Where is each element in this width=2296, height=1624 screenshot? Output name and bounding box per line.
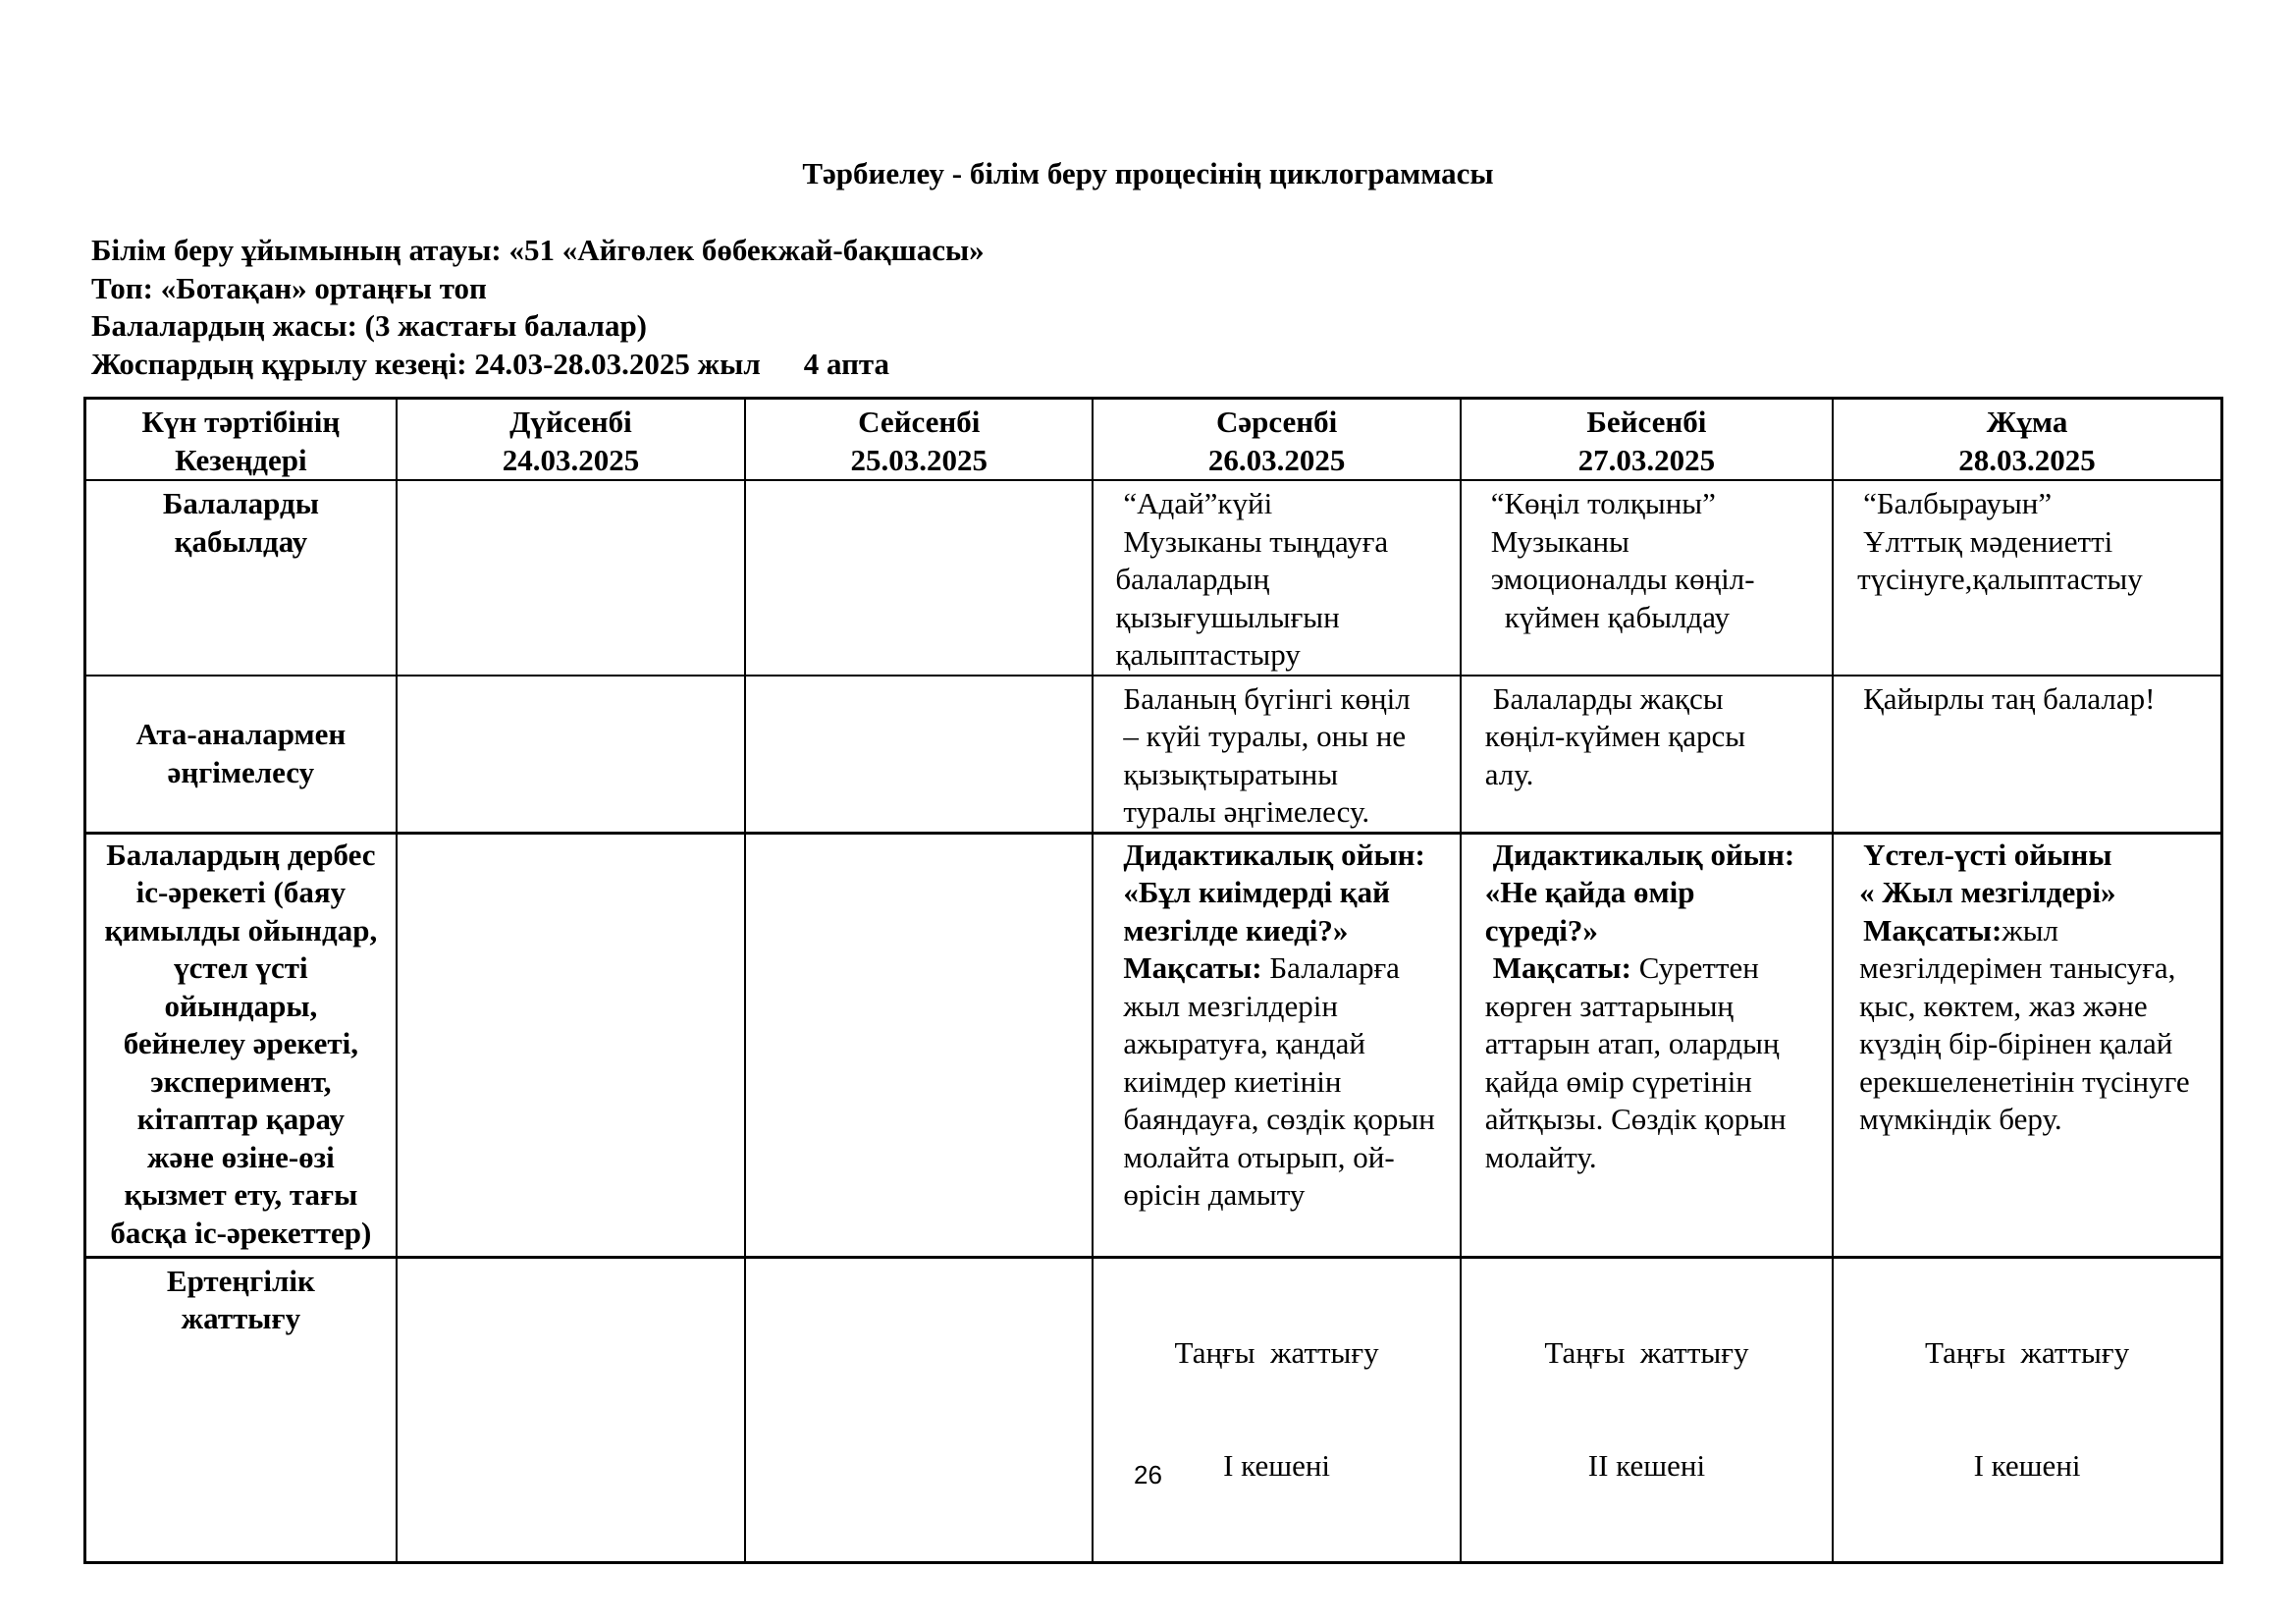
cell-line: “Көңіл толқыны” [1490,486,1716,520]
cell-line: көңіл-күймен қарсы [1484,719,1746,753]
cell-line: молайта отырып, ой- [1123,1139,1395,1174]
game-heading: мезгілде киеді?» [1123,912,1349,947]
cell-line: Таңғы жаттығу [1544,1334,1749,1370]
day-name: Сейсенбі [858,405,981,439]
cell-line: өрісін дамыту [1123,1177,1306,1212]
document-info [91,232,985,383]
cell-wednesday [1093,833,1460,1257]
cell-line: киімдер киетінін [1123,1063,1342,1099]
period-line: басқа іс-әрекеттер) [110,1215,372,1250]
period-line: үстел үсті [174,950,308,985]
cell-friday [1833,1257,2221,1562]
cell-line: “Балбырауын” [1863,486,2053,520]
cell-wednesday [1093,676,1460,834]
cell-friday [1833,833,2221,1257]
header-period [85,399,397,481]
cell-monday [397,480,745,676]
day-name: Бейсенбі [1586,405,1707,439]
period-line: қабылдау [174,523,308,559]
header-period-line: Кезеңдері [175,442,307,477]
cell-line: айтқызы. Сөздік қорын [1484,1102,1787,1136]
page-number: 26 [1134,1460,1162,1489]
cell-friday [1833,480,2221,676]
goal-line [1493,949,1832,988]
organization-line: Білім беру ұйымының атауы: «51 «Айгөлек бөбекжай-бақшасы» [91,233,985,267]
period-line: іс-әрекеті (баяу [135,875,347,909]
cell-line: – күйі туралы, оны не [1123,719,1407,753]
period-line: бейнелеу әрекеті, [123,1026,358,1060]
cell-monday [397,676,745,834]
period-line: қимылды ойындар, [104,912,378,947]
game-heading: «Бұл киімдерді қай [1123,875,1391,909]
period-line: жаттығу [181,1301,301,1335]
period-line: қызмет ету, тағы [124,1177,358,1212]
goal-text: Суреттен [1630,950,1759,985]
age-line: Балалардың жасы: (3 жастағы балалар) [91,308,648,343]
header-day-tuesday [745,399,1093,481]
period-line: кітаптар қарау [136,1102,345,1136]
cell-line: Музыканы тыңдауға [1123,523,1389,559]
cell-line: Балаларды жақсы [1492,680,1724,716]
cell-line: қалыптастыру [1115,637,1301,672]
cyclogram-table [83,397,2223,1564]
cell-line: күймен қабылдау [1504,599,1730,634]
cell-line: I кешені [1973,1448,2081,1483]
header-day-thursday [1461,399,1833,481]
cell-line: қайда өмір сүретінін [1484,1063,1752,1099]
plan-period-line [91,346,985,384]
cell-line: молайту. [1484,1139,1597,1174]
goal-label: Мақсаты: [1492,950,1631,985]
cell-monday [397,1257,745,1562]
cell-line: алу. [1484,756,1534,791]
cell-line: қызығушылығын [1115,599,1340,634]
game-heading: Дидактикалық ойын: [1123,837,1425,872]
period-line: әңгімелесу [167,754,315,789]
cell-tuesday [745,676,1093,834]
cell-line: Таңғы жаттығу [1174,1334,1379,1370]
cell-line: Музыканы [1490,523,1629,559]
cell-line: Ұлттық мәдениетті [1863,523,2113,559]
cell-line: Баланың бүгінгі көңіл [1123,680,1411,716]
period-line: эксперимент, [150,1063,332,1099]
cell-monday [397,833,745,1257]
day-date: 27.03.2025 [1577,442,1716,477]
cell-line: балалардың [1115,562,1270,596]
cell-wednesday [1093,1257,1460,1562]
period-morning-exercise [85,1257,397,1562]
cell-line: Қайырлы таң балалар! [1863,680,2156,716]
day-name: Дүйсенбі [509,405,632,439]
cell-thursday [1461,1257,1833,1562]
cell-line: II кешені [1587,1448,1706,1483]
day-name: Жұма [1986,405,2068,439]
page-title: Тәрбиелеу - білім беру процесінің циклограммасы [802,156,1494,190]
cell-line: көрген заттарының [1484,988,1734,1023]
cell-line: күздің бір-бірінен қалай [1859,1026,2173,1060]
cell-line: Таңғы жаттығу [1925,1334,2130,1370]
cell-line: түсінуге,қалыптастыу [1857,562,2143,596]
header-day-monday [397,399,745,481]
goal-text: жыл [2002,912,2059,947]
cell-line: туралы әңгімелесу. [1123,794,1370,829]
game-heading: Дидактикалық ойын: [1492,837,1795,872]
day-date: 24.03.2025 [502,442,640,477]
day-date: 28.03.2025 [1958,442,2096,477]
game-heading: « Жыл мезгілдері» [1859,875,2116,909]
period-line: Балаларды [162,486,319,520]
table-header-row [85,399,2222,481]
table-row [85,480,2222,676]
cell-line: баяндауға, сөздік қорын [1123,1102,1435,1136]
game-heading: «Не қайда өмір [1484,875,1695,909]
cell-line: “Адай”күйі [1123,486,1273,520]
period-line: және өзіне-өзі [147,1139,335,1174]
period-line: ойындары, [164,988,318,1023]
period-line: Балалардың дербес [106,837,376,872]
cell-tuesday [745,1257,1093,1562]
goal-line [1863,912,2220,950]
period-independent-activity [85,833,397,1257]
cell-thursday [1461,676,1833,834]
cell-line: қыс, көктем, жаз және [1859,988,2148,1023]
cell-line: аттарын атап, олардың [1484,1026,1780,1060]
table-row [85,833,2222,1257]
plan-period: Жоспардың құрылу кезеңі: 24.03-28.03.2025 жыл [91,346,761,381]
period-line: Ата-аналармен [135,717,347,751]
goal-label: Мақсаты: [1123,950,1262,985]
cell-line: ажыратуға, қандай [1123,1026,1366,1060]
goal-line [1123,949,1459,988]
table-row [85,676,2222,834]
cell-line: I кешені [1223,1448,1331,1483]
game-heading: сүреді?» [1484,912,1598,947]
header-period-line: Күн тәртібінің [141,405,341,439]
header-day-wednesday [1093,399,1460,481]
cell-tuesday [745,833,1093,1257]
cell-line: жыл мезгілдерін [1123,988,1338,1023]
cell-thursday [1461,480,1833,676]
day-name: Сәрсенбі [1215,405,1338,439]
cell-line: эмоционалды көңіл- [1490,562,1755,596]
cell-wednesday [1093,480,1460,676]
cell-friday [1833,676,2221,834]
cell-line: мезгілдерімен танысуға, [1859,950,2176,985]
period-line: Ертеңгілік [166,1263,315,1298]
plan-week: 4 апта [803,346,890,381]
cell-thursday [1461,833,1833,1257]
header-day-friday [1833,399,2221,481]
table-row [85,1257,2222,1562]
period-reception [85,480,397,676]
cell-line: ерекшеленетінін түсінуге [1859,1063,2190,1099]
cell-line: қызықтыратыны [1123,756,1339,791]
period-parents [85,676,397,834]
cell-line: мүмкіндік беру. [1859,1102,2062,1136]
day-date: 25.03.2025 [850,442,988,477]
game-heading: Үстел-үсті ойыны [1863,837,2112,872]
cell-tuesday [745,480,1093,676]
goal-label: Мақсаты: [1863,912,2002,947]
group-line: Топ: «Ботақан» ортаңғы топ [91,270,487,305]
goal-text: Балаларға [1261,950,1400,985]
day-date: 26.03.2025 [1207,442,1346,477]
